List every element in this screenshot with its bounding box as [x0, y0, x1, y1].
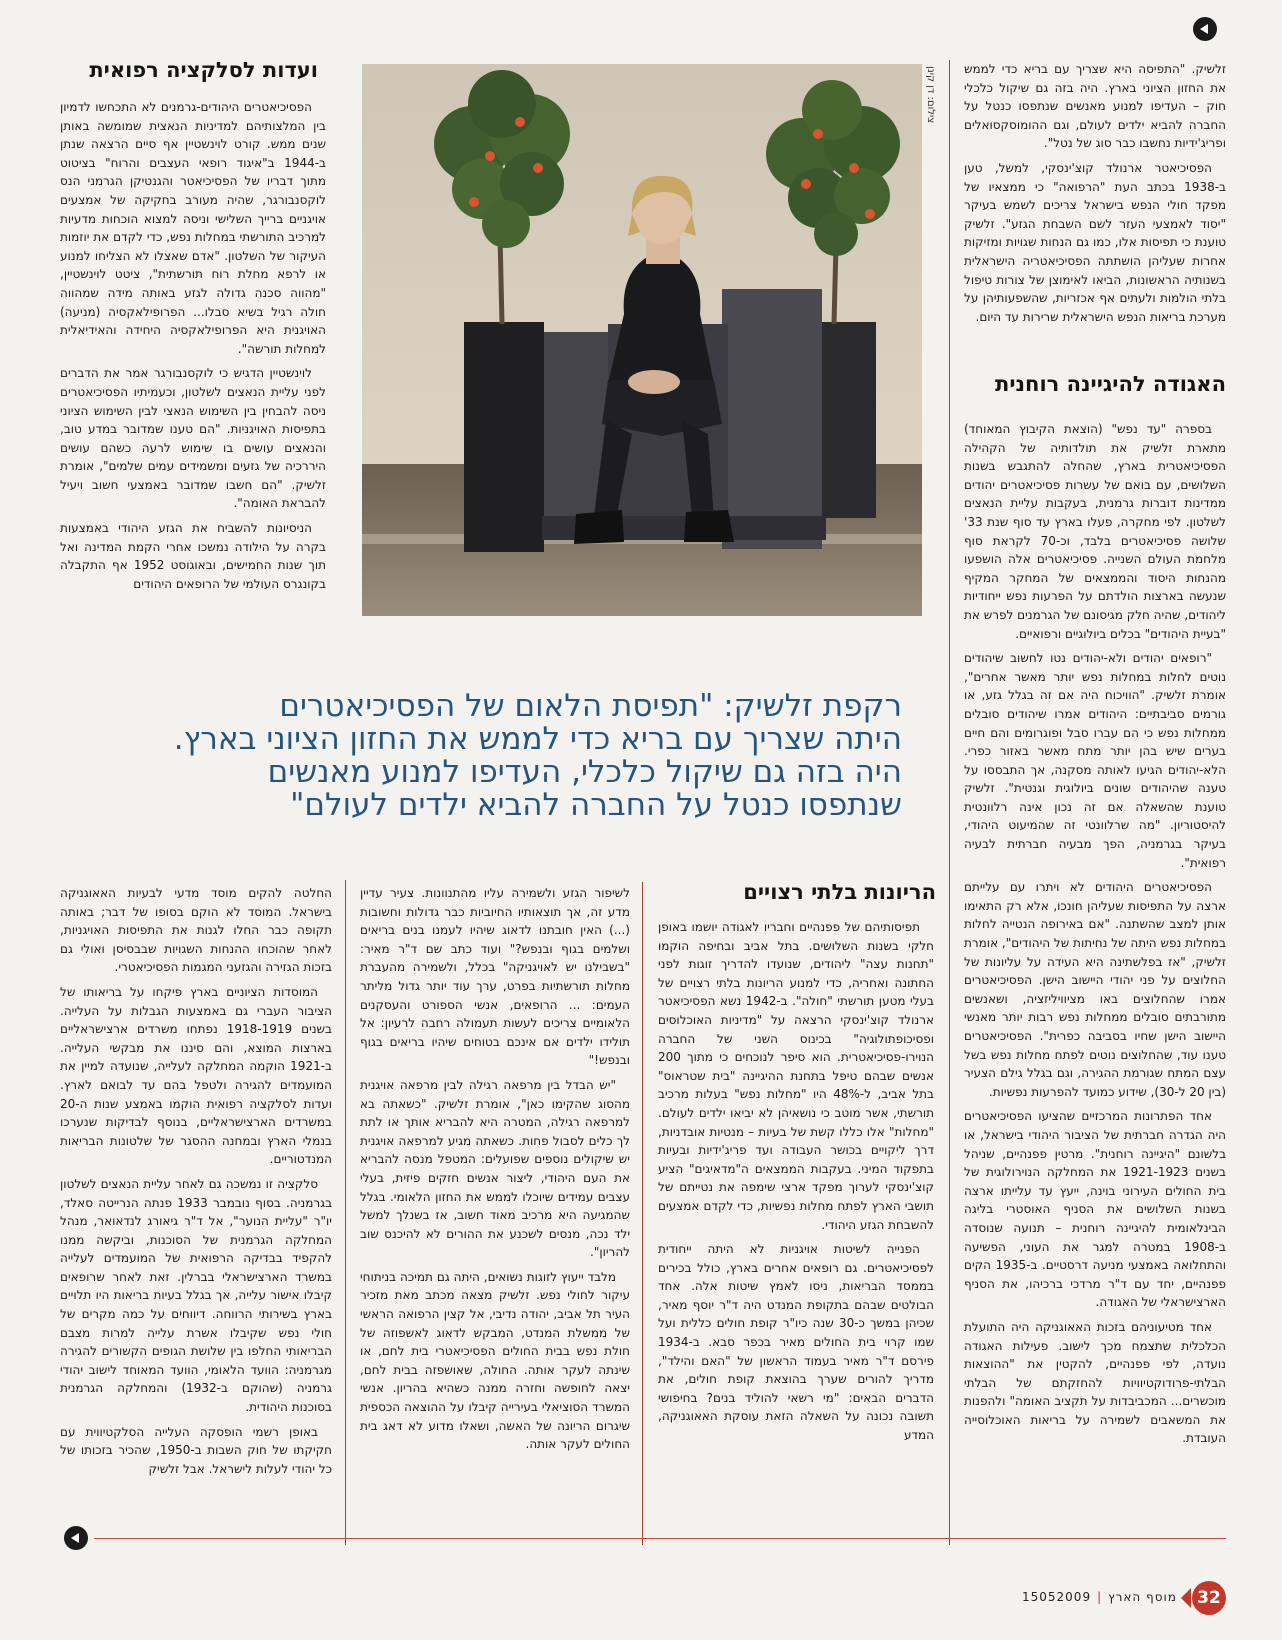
- portrait-photo: [362, 64, 922, 616]
- next-page-arrow-icon[interactable]: [1193, 17, 1217, 41]
- paragraph: הניסיונות להשביח את הגזע היהודי באמצעות בקרה על הילודה נמשכו אחרי הקמת המדינה ואל תוך שנות החמישים, ובאוגוסט 1952 אף התקבלה בקונגרס העולמי של הרופאים היהודים: [60, 521, 326, 591]
- column-right-upper: [964, 60, 1226, 350]
- paragraph: הפנייה לשיטות אויגניות לא היתה ייחודית לפסיכיאטרים. גם רופאים אחרים בארץ, כולל בכירים בממסד הבריאות, ניסו לאמץ שיטות אלה. אחד הבולטים שבהם בתקופת המנדט היה ד"ר יוסף מאיר, שכיהן במשך כ-30 שנה כיו"ר קופת חולים כללית ועל שמו קרוי בית החולים מאיר בכפר סבא. ב-1934 פירסם ד"ר מאיר בעמוד הראשון של "האם והילד", מדריך להורים שערך בהוצאת קופת חולים, את הדברים הבאים: "מי רשאי להוליד בנים? בחיפושי תשובה נכונה על השאלה הזאת עוסקת האאוגניקה, המדע: [658, 1242, 934, 1443]
- paragraph: בספרה "עד נפש" (הוצאת הקיבוץ המאוחד) מתארת זלשיק את תולדותיה של הקהילה הפסיכיאטרית בארץ, שהחלה להתגבש בשנות השלושים, עם בואם של עשרות פסיכיאטרים יהודים ממדינות דוברות גרמנית, בעקבות עליית הנאצים לשלטון. לפי מחקרה, פעלו בארץ עד סוף שנת 33' שלושה פסיכיאטרים בלבד, וכ-70 לקראת סוף מלחמת העולם השנייה. פסיכיאטרים אלה הושפעו מהנחות היסוד והממצאים של המחקר המקיף שנעשה בארצות הולדתם על הפרעות נפש ייחודיות ליהודים, שהיה חלק מגיסונם של הגרמנים לפרש את "בעיית היהודים" בכלים ביולוגיים ורפואיים.: [964, 422, 1226, 641]
- paragraph: הפסיכיאטרים היהודים לא ויתרו עם עלייתם ארצה על התפיסות שעליהן חונכו, אלא רק התאימו אותן למצב שהשתנה. "אם באירופה הנטייה לחלות במחלות נפש היתה של נחיתות של היהודים", אומרת זלשיק, "אז בפלשתינה היא העידה על עליונות של החלוצים על פני יהודי היישוב הישן. הפסיכיאטרים אמרו שהחלוצים באו מציוויליזציה, ושאנשים מתורבתים סובלים ממחלות נפש רבות יותר מאנשי היישוב הישן שחיו בסביבה כפרית". הפסיכיאטרים טענו עוד, שהחלוצים נוטים לפתח מחלות נפש בשל עצם המתח שגורמת ההגירה, וגם בגלל גילם הצעיר (בין 20 ל-30), שידוע כמועד להפרעות נפשיות.: [964, 880, 1226, 1099]
- column-center-left: [360, 884, 630, 1545]
- column-center-right: [658, 918, 934, 1545]
- footer-rule: [94, 1538, 1226, 1539]
- column-divider: [642, 882, 643, 1545]
- column-left-upper: [60, 98, 326, 633]
- page-number-pointer-icon: [1181, 1588, 1191, 1608]
- paragraph: מלבד ייעוץ לזוגות נשואים, היתה גם תמיכה בניתוחי עיקור לחולי נפש. זלשיק מצאה מכתב מאת מזכיר העיר תל אביב, יהודה נדיבי, אל קצין הרפואה הראשי של ממשלת המנדט, המבקש לדאוג לאשפוזה של חולת נפש בבית החולים הפסיכיאטרי בית לחם, או שינתה לעקר אותה. החולה, שאושפזה בבית לחם, יצאה לחופשה וחזרה ממנה כשהיא בהריון. אנשי המשרד הסוציאלי בעירייה קיבלו על ההוצאה הכספית שיגרום הריונה של האשה, ושאלו מדוע לא דאג בית החולים לעקר אותה.: [360, 1269, 630, 1452]
- paragraph: סלקציה זו נמשכה גם לאחר עליית הנאצים לשלטון בגרמניה. בסוף נובמבר 1933 פנתה הנרייטה סאלד, יו"ר "עליית הנוער", אל ד"ר גיאורג לנדאואר, מנהל המחלקה הגרמנית של הסוכנות, וביקשה ממנו להקפיד בבדיקה הרפואית של המועמדים לעלייה במשרד הארצישראלי בברלין. זאת לאחר שרופאים קיבלו אישור עלייה, אך בגלל בעיות בריאות היו תלויים בארץ בשירותי הרווחה. דיווחים על כמה מקרים של חולי נפש שקיבלו אשרת עלייה למרות מצבם הבריאותי החלפו בין שלושת הגופים הקשורים להגירה מגרמניה: הוועד הלאומי, הוועד המאוחד לישוב יהודי גרמניה (שהוקם ב-1932) והמחלקה הגרמנית בסוכנות היהודית.: [60, 1176, 332, 1415]
- paragraph: הפסיכיאטרים היהודים-גרמנים לא התכחשו לדמיון בין המלצותיהם למדיניות הנאצית שמומשה באותן שנים ממש. קורט לוינשטיין אף סיים הרצאה שנתן ב-1944 ב"איגוד רופאי העצבים והרוח" בציטוט מתוך דבריו של הפסיכיאטר והגנטיקן הגרמני הנס לוקסנבורגר, שהיה מעורב בחקיקה של אמצעים אויגניים ברייך השלישי וניסה למצוא הוכחות מדעיות למרכיב התורשתי במחלות נפש, כדי לקדם את יוזמות העיקור של השלטון. "אדם שאצלו לא הצליחו למנוע או לרפא מחלת רוח תורשתית", ציטט לוינשטיין, "מהווה סכנה גדולה לגזע באותה מידה שמהווה חולה רגיל בשיא סבלו... הפרופילאקסיה (מניעה) האויגנית היא הפרופילאקסיה היחידה והאידיאלית למחלות תורשה".: [60, 100, 326, 356]
- pull-quote-line: רקפת זלשיק: "תפיסת הלאום של הפסיכיאטרים: [279, 688, 902, 724]
- pull-quote-line: שנתפסו כנטל על החברה להביא ילדים לעולם": [290, 787, 902, 823]
- column-divider: [345, 880, 346, 1545]
- paragraph: באופן רשמי הופסקה העלייה הסלקטיווית עם חקיקתו של חוק השבות ב-1950, שהכיר בזכותו של כל יהודי לעלות לישראל. אבל זלשיק: [60, 1424, 332, 1476]
- paragraph: המוסדות הציוניים בארץ פיקחו על בריאותו של הציבור העברי גם באמצעות הגבלות על העלייה. בשנים 1918-1919 נפתחו משרדים ארצישראליים בארצות המוצא, והם סיננו את מבקשי העלייה. ב-1921 הוקמה המחלקה לעלייה, שנועדה למיין את המועמדים להגירה ולטפל בהם עד לבואם לארץ. ועדות לסלקציה רפואית הוקמו באמצע שנות ה-20 במשרדים הארצישראליים, בנוסף לבדיקות שנערכו בנמלי הארץ ובמחנה ההסגר של שלטונות הבריאות המנדטוריים.: [60, 984, 332, 1167]
- paragraph: "רופאים יהודים ולא-יהודים נטו לחשוב שיהודים נוטים לחלות במחלות נפש יותר מאשר אחרים", אומרת זלשיק. "הוויכוח היה אם זה בגלל גזע, או גורמים סביבתיים: היהודים אמרו שיהודים סובלים ממחלות נפש כי הם עברו סבל ופוגרומים והם חיים בערים שיש בהן יותר מתח מאשר באזור כפרי. הלא-יהודים הגיעו לאותה מסקנה, אך התבססו על טענה שהיהודים שונים ביולוגית וגנטית". זלשיק טוענת שהשאלה אם זה נכון אינה רלוונטית להיסטוריון. "מה שרלוונטי זה שהמיעוט היהודי, בעיקר בגרמניה, הפך מבעיה חברתית לבעיה רפואית".: [964, 651, 1226, 870]
- photo-credit: צילום: דן קינן: [925, 66, 936, 124]
- paragraph: זלשיק. "התפיסה היא שצריך עם בריא כדי לממש את החזון הציוני בארץ. היה בזה גם שיקול כלכלי חוק – העדיפו למנוע מאנשים שנתפסו כנטל על החברה להביא ילדים לעולם, וגם ההומוסקסואלים ופריג'ידיות נחשבו כבר סוג של נטל".: [964, 62, 1226, 151]
- column-right-lower: [964, 420, 1226, 1545]
- footer-publication: מוסף הארץ: [1108, 1590, 1177, 1604]
- portrait-illustration: [362, 64, 922, 616]
- paragraph: החלטה להקים מוסד מדעי לבעיות האאוגניקה בישראל. המוסד לא הוקם בסופו של דבר; באותה תקופה כבר החלו לגנות את התפיסות האויגניות, לאחר שהוכחו ההנחות השגויות שבבסיסן ואולי גם בזכות הגזירה והגזעני המגמות הפסיכיאטרי.: [60, 886, 332, 975]
- column-divider: [949, 60, 950, 1545]
- footer-folio: [1022, 1590, 1177, 1604]
- pull-quote-line: היתה שצריך עם בריא כדי לממש את החזון הציוני בארץ.: [173, 721, 902, 757]
- page-number: 32: [1192, 1581, 1226, 1615]
- subheading-medical-selection: ועדות לסלקציה רפואית: [89, 58, 318, 82]
- paragraph: אחד מטיעוניהם בזכות האאוגניקה היה התועלת הכלכלית שתצמח מכך לישוב. פעילות האגודה נועדה, לפי פפנהיים, להקטין את "ההוצאות הבלתי-פרודוקטיוויות להחזקתם של הבלתי מוכשרים... המכביבדות על תקציב האומה" ולהפנות את המשאבים לשמירה על בריאות האוכלוסייה העובדת.: [964, 1319, 1226, 1446]
- footer-separator: |: [1097, 1590, 1103, 1604]
- subheading-unwanted-pregnancies: הריונות בלתי רצויים: [743, 880, 936, 904]
- subheading-mental-hygiene: האגודה להיגיינה רוחנית: [994, 372, 1226, 396]
- paragraph: "יש הבדל בין מרפאה רגילה לבין מרפאה אויגנית מהסוג שהקימו כאן", אומרת זלשיק. "כשאתה בא למרפאה רגילה, המטרה היא להבריא אותך או לתת לך כלים לסבול פחות. כשאתה מגיע למרפאה אויגנית יש שיקולים נוספים שפועלים: המטפל מנסה להבריא את העם היהודי, ליצור אנשים חזקים פיזית, בעלי עצבים עמידים שיוכלו לממש את החזון הלאומי. בגלל שהמגיעה היא מרכיב מאוד חשוב, אז בשנלך למשל ילד נכה, מנסים לשכנע את ההורים לא להיכנס שוב להריון".: [360, 1077, 630, 1260]
- pull-quote: [60, 690, 902, 822]
- pull-quote-line: היה בזה גם שיקול כלכלי, העדיפו למנוע מאנשים: [267, 754, 902, 790]
- paragraph: הפסיכיאטר ארנולד קוצ'ינסקי, למשל, טען ב-1938 בכתב העת "הרפואה" כי ממצאיו של מפקד חולי הנפש בישראל צריכים לשמש בעיקר "יסוד לאמצעי העזר לשם השבחת הגזע". זלשיק טוענת כי תפיסות אלו, כמו גם הנחות שגויות ומזיקות אחרות שעליהן הושתתה הפסיכיאטריה הישראלית בשנותיה הראשונות, הביאו לאימוצן של צורות טיפול בלתי הולמות ולעתים אף אכזריות, שהשפעותיהן על מערכת בריאות הנפש הישראלית שרירות עד היום.: [964, 160, 1226, 324]
- paragraph: תפיסותיהם של פפנהיים וחבריו לאגודה יושמו באופן חלקי בשנות השלושים. בתל אביב ובחיפה הוקמו "תחנות עצה" ליהודים, שנועדו להדריך זוגות לפני החתונה ואחריה, כדי למנוע הריונות בלתי רצויים של בעלי מטען תורשתי "חולה". ב-1942 נשא הפסיכיאטר ארנולד קוצ'ינסקי הרצאה על "מדיניות האוכלוסים ופסיכופתולוגיה" בכינוס השני של החברה הנוירו-פסיכיאטרית. הוא סיפר לנוכחים כי מתוך 200 אנשים שבהם טיפל בתחנת ההיגיינה "בית שטראוס" בתל אביב, ל-48% היו "מחלות נפש" בעלות מרכיב תורשתי, אשר מוטב כי נושאיהן לא יביאו ילדים לעולם. "מחלות" אלו כללו קשת של בעיות – מנטיות אובדניות, דרך ליקויים בכושר העבודה ועד פריג'ידיות ובעיות בתפקוד המיני. בעקבות הממצאים ה"מדאיגים" הציע קוצ'ינסקי לערוך מפקד ארצי שימפה את נטייתם של תושבי הארץ לפתח מחלות נפשיות, כדי לקדם אמצעים להשבחת הגזע היהודי.: [658, 920, 934, 1232]
- footer-date: 15052009: [1022, 1590, 1092, 1604]
- paragraph: אחד הפתרונות המרכזיים שהציעו הפסיכיאטרים היה הגדרה חברתית של הציבור היהודי בישראל, או בלשונם "היגיינה רוחנית". מרטין פפנהיים, שניהל בשנים 1921-1923 את המחלקה הנוירולוגית של בית החולים העירוני בוינה, ייעץ עד עלייתו ארצה בשנות השלושים את הסניף האוסטרי בליגה הבינלאומית להיגיינה רוחנית – תנועה שנוסדה ב-1908 במטרה למגר את העוני, הפשיעה והתחלואה באמצעי מניעה דרסטיים. ב-1935 הקים פפנהיים, יחד עם ד"ר מרדכי ברכיהו, את הסניף הארצישראלי של האגודה.: [964, 1109, 1226, 1310]
- paragraph: לשיפור הגזע ולשמירה עליו מהתנוונות. צעיר עדיין מדע זה, אך תוצאותיו החיוביות כבר גדולות וחשובות (...) האין חובתנו לדאוג שיהיו לעמנו בנים בריאים ושלמים בגוף ובנפש?" ועוד כתב שם ד"ר מאיר: "בשבילנו יש לאויגניקה" בכלל, ולשמירה מהעברת מחלות תורשתיות בפרט, ערך עוד יותר גדול מליתר העמים: ... הרופאים, אנשי הספורט והעסקנים הלאומיים צריכים לעשות תעמולה רחבה לרעיון: אל תולידו ילדים אם אינכם בטוחים שיהיו בריאים בגוף ובנפש!": [360, 886, 630, 1068]
- column-left-lower: [60, 884, 332, 1545]
- paragraph: לוינשטיין הדגיש כי לוקסנבורגר אמר את הדברים לפני עליית הנאצים לשלטון, וכעמיתיו הפסיכיאטרים ניסה להבחין בין השימוש הנאצי לבין השימוש הציוני בתפיסות האויגניות. "הם טענו שמדובר במדע טוב, והנאצים עושים בו שימוש לרעה כשהם עושים היררכיה של גזעים ומשמידים עמים שלמים", אומרת זלשיק. "הם חשבו שמדובר באמצעי חשוב ויעיל להבראת האומה".: [60, 366, 326, 511]
